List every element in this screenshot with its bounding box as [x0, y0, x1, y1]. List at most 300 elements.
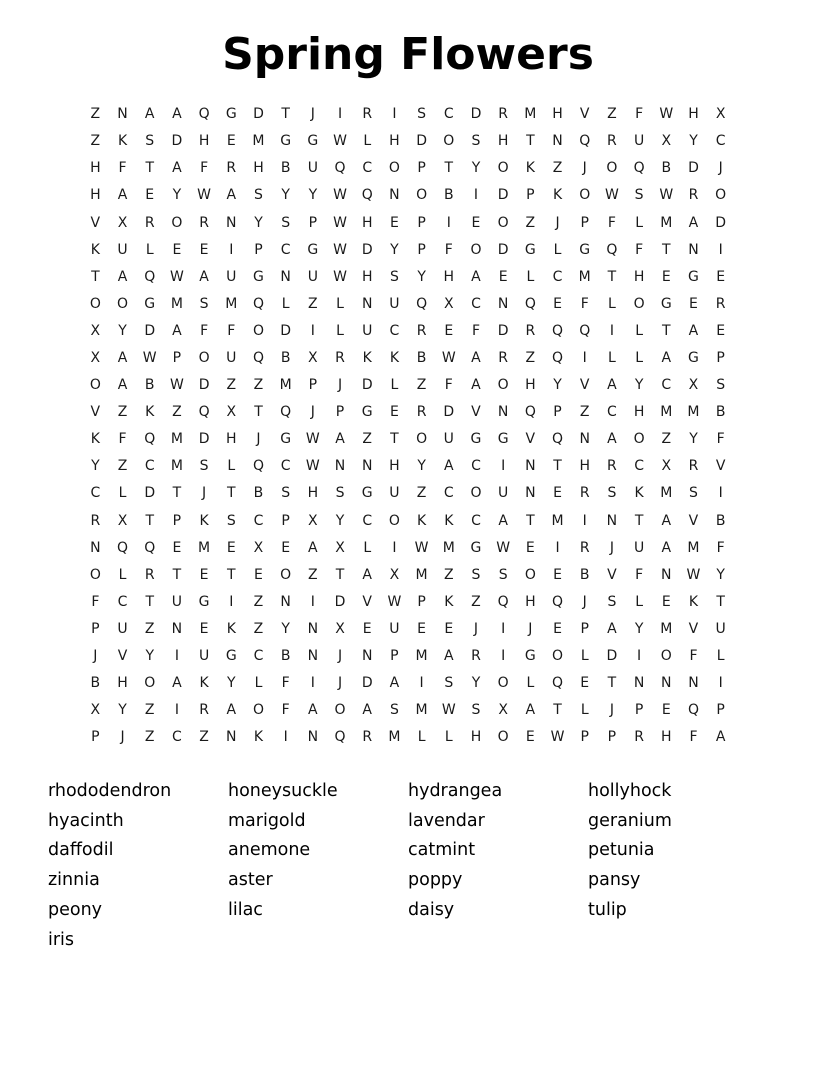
grid-letter: P: [417, 241, 426, 258]
grid-letter: E: [661, 268, 671, 285]
grid-letter: E: [580, 675, 590, 692]
grid-letter: M: [660, 404, 673, 421]
grid-letter: R: [498, 349, 509, 366]
grid-letter: A: [607, 620, 617, 637]
grid-letter: C: [253, 512, 264, 529]
grid-letter: K: [226, 620, 236, 637]
grid-letter: P: [308, 377, 318, 394]
grid-letter: R: [634, 729, 644, 746]
grid-letter: N: [497, 295, 509, 312]
grid-letter: L: [526, 268, 535, 285]
grid-letter: W: [659, 106, 674, 123]
grid-letter: O: [416, 187, 428, 204]
grid-letter: R: [416, 404, 427, 421]
grid-letter: X: [443, 295, 454, 312]
grid-letter: N: [226, 214, 237, 231]
grid-letter: I: [419, 675, 424, 692]
grid-letter: T: [145, 160, 154, 177]
grid-letter: M: [660, 214, 673, 231]
grid-letter: P: [417, 214, 426, 231]
grid-letter: F: [716, 539, 725, 556]
grid-letter: O: [497, 377, 509, 394]
grid-letter: A: [172, 106, 182, 123]
grid-letter: W: [305, 458, 320, 475]
grid-letter: R: [607, 458, 617, 475]
grid-letter: N: [226, 729, 237, 746]
grid-letter: L: [526, 675, 535, 692]
grid-letter: D: [144, 322, 156, 339]
grid-letter: R: [688, 458, 699, 475]
grid-letter: G: [470, 431, 482, 448]
grid-letter: K: [199, 675, 209, 692]
grid-letter: N: [579, 431, 590, 448]
grid-letter: Y: [689, 431, 698, 448]
grid-letter: D: [198, 431, 210, 448]
grid-letter: F: [227, 322, 236, 339]
grid-letter: O: [280, 566, 292, 583]
grid-letter: S: [607, 485, 617, 502]
grid-letter: Y: [118, 702, 127, 719]
grid-letter: O: [89, 377, 101, 394]
grid-letter: A: [117, 349, 128, 366]
grid-letter: D: [361, 241, 373, 258]
grid-letter: B: [579, 566, 590, 583]
grid-letter: X: [90, 702, 101, 719]
grid-letter: T: [145, 512, 154, 529]
grid-letter: N: [361, 295, 373, 312]
grid-letter: S: [444, 675, 454, 692]
grid-letter: O: [117, 295, 129, 312]
grid-letter: E: [145, 187, 155, 204]
grid-letter: B: [661, 160, 672, 177]
grid-letter: Q: [198, 106, 210, 123]
grid-letter: Z: [661, 431, 672, 448]
grid-letter: F: [716, 431, 725, 448]
grid-letter: A: [226, 187, 237, 204]
grid-letter: I: [582, 349, 587, 366]
grid-letter: K: [444, 593, 454, 610]
grid-letter: P: [634, 702, 644, 719]
grid-letter: U: [443, 431, 454, 448]
grid-letter: M: [170, 458, 183, 475]
grid-letter: G: [307, 133, 319, 150]
grid-letter: C: [280, 458, 291, 475]
grid-letter: B: [443, 187, 454, 204]
grid-letter: S: [281, 214, 291, 231]
grid-letter: C: [443, 485, 454, 502]
grid-letter: K: [688, 593, 699, 610]
grid-letter: P: [91, 729, 100, 746]
grid-letter: C: [471, 458, 481, 475]
grid-letter: H: [443, 268, 455, 285]
grid-letter: F: [607, 214, 616, 231]
grid-letter: W: [604, 187, 619, 204]
grid-letter: Z: [416, 377, 427, 394]
grid-letter: X: [661, 133, 672, 150]
grid-letter: O: [252, 702, 264, 719]
grid-letter: O: [497, 160, 509, 177]
grid-letter: U: [633, 539, 645, 556]
grid-letter: G: [688, 268, 699, 285]
grid-letter: M: [687, 404, 700, 421]
grid-letter: D: [198, 377, 210, 394]
grid-letter: W: [169, 268, 184, 285]
grid-letter: Q: [524, 295, 536, 312]
grid-letter: D: [497, 322, 509, 339]
grid-letter: H: [198, 133, 210, 150]
grid-letter: C: [552, 268, 563, 285]
grid-letter: M: [225, 295, 238, 312]
grid-letter: T: [662, 241, 671, 258]
grid-letter: N: [661, 566, 672, 583]
grid-letter: J: [528, 620, 533, 637]
grid-letter: E: [199, 241, 209, 258]
grid-letter: H: [470, 729, 482, 746]
grid-letter: A: [498, 512, 508, 529]
grid-letter: Q: [633, 160, 645, 177]
grid-letter: J: [337, 648, 343, 665]
grid-letter: G: [361, 404, 373, 421]
grid-letter: O: [198, 349, 210, 366]
grid-letter: H: [361, 268, 373, 285]
grid-letter: U: [226, 268, 237, 285]
grid-letter: O: [252, 322, 264, 339]
grid-letter: H: [633, 404, 645, 421]
grid-letter: E: [281, 539, 291, 556]
grid-letter: J: [473, 620, 479, 637]
grid-letter: W: [197, 187, 212, 204]
grid-letter: D: [497, 241, 509, 258]
grid-letter: M: [660, 620, 673, 637]
grid-letter: C: [90, 485, 101, 502]
grid-letter: F: [580, 295, 589, 312]
grid-letter: B: [280, 648, 291, 665]
grid-letter: H: [688, 106, 699, 123]
grid-letter: R: [335, 349, 345, 366]
grid-letter: S: [254, 187, 263, 204]
grid-letter: X: [335, 620, 345, 637]
grid-letter: J: [310, 106, 315, 123]
word-item: daisy: [408, 900, 455, 921]
grid-letter: N: [307, 729, 319, 746]
grid-letter: K: [525, 160, 535, 177]
grid-letter: A: [172, 322, 182, 339]
grid-letter: E: [716, 268, 726, 285]
grid-letter: W: [333, 133, 347, 150]
grid-letter: I: [310, 322, 315, 339]
grid-letter: A: [471, 349, 481, 366]
grid-letter: W: [550, 729, 565, 746]
grid-letter: X: [308, 349, 318, 366]
grid-letter: O: [633, 431, 645, 448]
grid-letter: S: [634, 187, 644, 204]
grid-letter: A: [172, 160, 182, 177]
grid-letter: F: [444, 377, 453, 394]
grid-letter: D: [416, 133, 427, 150]
grid-letter: L: [580, 648, 589, 665]
grid-letter: Q: [552, 675, 564, 692]
grid-letter: R: [525, 322, 536, 339]
grid-letter: S: [199, 458, 209, 475]
grid-letter: G: [524, 648, 536, 665]
puzzle-page: [0, 30, 816, 1086]
grid-letter: J: [582, 160, 587, 177]
grid-letter: T: [91, 268, 100, 285]
grid-letter: Z: [144, 702, 155, 719]
grid-letter: V: [579, 377, 590, 394]
grid-letter: Y: [227, 675, 236, 692]
grid-letter: Q: [497, 593, 509, 610]
grid-letter: X: [661, 458, 672, 475]
grid-letter: P: [417, 160, 426, 177]
word-item: iris: [48, 929, 75, 950]
grid-letter: C: [661, 377, 672, 394]
grid-letter: Y: [118, 322, 127, 339]
grid-letter: H: [552, 106, 563, 123]
word-item: anemone: [228, 840, 311, 861]
grid-letter: J: [93, 648, 98, 665]
grid-letter: V: [362, 593, 372, 610]
grid-letter: I: [718, 485, 723, 502]
grid-letter: K: [552, 187, 563, 204]
grid-letter: M: [170, 431, 183, 448]
grid-letter: S: [689, 485, 698, 502]
grid-letter: N: [361, 648, 373, 665]
grid-letter: O: [497, 729, 509, 746]
grid-letter: U: [389, 295, 400, 312]
word-list-column: [588, 777, 768, 956]
grid-letter: S: [471, 702, 481, 719]
word-item: hyacinth: [48, 810, 124, 831]
grid-letter: L: [363, 133, 372, 150]
word-list-column: [408, 777, 588, 956]
grid-letter: W: [333, 187, 347, 204]
word-item: catmint: [408, 840, 476, 861]
grid-letter: S: [471, 133, 481, 150]
grid-letter: C: [634, 458, 644, 475]
grid-letter: H: [117, 675, 128, 692]
grid-letter: T: [172, 485, 182, 502]
grid-letter: O: [633, 295, 645, 312]
grid-letter: H: [253, 160, 264, 177]
grid-letter: T: [172, 566, 182, 583]
grid-letter: S: [417, 106, 427, 123]
grid-letter: K: [417, 512, 427, 529]
grid-letter: T: [553, 702, 562, 719]
grid-letter: R: [199, 702, 209, 719]
grid-letter: M: [415, 648, 428, 665]
grid-letter: I: [582, 512, 587, 529]
grid-letter: D: [470, 106, 482, 123]
grid-letter: A: [688, 214, 699, 231]
grid-letter: Z: [308, 566, 318, 583]
grid-letter: X: [715, 106, 726, 123]
grid-letter: N: [307, 648, 319, 665]
grid-letter: W: [333, 268, 347, 285]
grid-letter: V: [688, 512, 699, 529]
grid-letter: Q: [606, 241, 618, 258]
grid-letter: J: [718, 160, 723, 177]
grid-letter: I: [718, 675, 723, 692]
grid-letter: H: [90, 187, 101, 204]
grid-letter: R: [498, 106, 509, 123]
grid-letter: A: [389, 675, 400, 692]
grid-letter: G: [361, 485, 373, 502]
grid-letter: L: [118, 566, 127, 583]
grid-letter: D: [253, 106, 264, 123]
grid-letter: Y: [281, 187, 290, 204]
word-item: aster: [228, 870, 273, 891]
grid-letter: Q: [552, 322, 564, 339]
grid-letter: R: [688, 187, 699, 204]
grid-letter: G: [579, 241, 591, 258]
grid-letter: G: [470, 539, 482, 556]
grid-letter: H: [633, 268, 645, 285]
grid-letter: C: [715, 133, 726, 150]
grid-letter: Z: [525, 349, 536, 366]
grid-letter: Q: [198, 404, 210, 421]
grid-letter: X: [253, 539, 264, 556]
grid-letter: S: [389, 702, 399, 719]
grid-letter: Y: [471, 675, 481, 692]
grid-letter: S: [498, 566, 508, 583]
grid-letter: M: [198, 539, 211, 556]
grid-letter: E: [417, 620, 427, 637]
grid-letter: Z: [308, 295, 318, 312]
grid-letter: Y: [471, 160, 481, 177]
grid-letter: Y: [281, 620, 290, 637]
grid-letter: Z: [117, 458, 128, 475]
grid-letter: A: [117, 377, 128, 394]
grid-letter: G: [688, 349, 699, 366]
grid-letter: W: [333, 214, 347, 231]
grid-letter: G: [198, 593, 210, 610]
grid-letter: Z: [144, 620, 155, 637]
grid-letter: V: [579, 106, 590, 123]
grid-letter: Q: [579, 133, 591, 150]
grid-letter: V: [90, 214, 101, 231]
grid-letter: Y: [254, 214, 263, 231]
grid-letter: J: [555, 214, 560, 231]
grid-letter: P: [172, 349, 182, 366]
word-search-grid: [82, 101, 735, 751]
grid-letter: Q: [579, 322, 591, 339]
grid-letter: Q: [552, 593, 564, 610]
grid-letter: Z: [226, 377, 237, 394]
grid-letter: Z: [172, 404, 182, 421]
grid-letter: N: [280, 268, 291, 285]
grid-letter: F: [471, 322, 480, 339]
grid-letter: A: [362, 566, 372, 583]
grid-letter: Q: [524, 404, 536, 421]
grid-letter: Q: [280, 404, 292, 421]
grid-letter: R: [715, 295, 726, 312]
grid-letter: M: [415, 702, 428, 719]
grid-letter: T: [390, 431, 399, 448]
grid-letter: U: [117, 620, 128, 637]
grid-letter: Z: [579, 404, 590, 421]
grid-letter: S: [281, 485, 291, 502]
grid-letter: G: [660, 295, 672, 312]
grid-letter: O: [715, 187, 727, 204]
grid-letter: H: [307, 485, 319, 502]
grid-letter: H: [389, 133, 400, 150]
grid-letter: F: [444, 241, 453, 258]
grid-letter: L: [417, 729, 426, 746]
grid-letter: K: [389, 349, 399, 366]
word-item: hydrangea: [408, 780, 503, 801]
grid-letter: A: [199, 268, 209, 285]
grid-letter: O: [579, 187, 591, 204]
grid-letter: H: [389, 458, 400, 475]
grid-letter: L: [363, 539, 372, 556]
grid-letter: N: [334, 458, 346, 475]
grid-letter: E: [471, 214, 481, 231]
grid-letter: L: [635, 593, 643, 610]
grid-letter: B: [280, 160, 291, 177]
grid-letter: N: [90, 539, 101, 556]
grid-letter: N: [688, 675, 699, 692]
grid-letter: T: [607, 268, 617, 285]
grid-letter: C: [389, 322, 400, 339]
grid-letter: O: [388, 160, 400, 177]
grid-letter: U: [362, 322, 373, 339]
grid-letter: E: [689, 295, 698, 312]
grid-letter: U: [198, 648, 210, 665]
grid-letter: M: [524, 106, 537, 123]
grid-letter: N: [606, 512, 618, 529]
grid-letter: H: [497, 133, 509, 150]
grid-letter: P: [172, 512, 182, 529]
grid-letter: X: [688, 377, 699, 394]
grid-letter: E: [525, 729, 535, 746]
grid-letter: N: [552, 133, 563, 150]
grid-letter: X: [226, 404, 237, 421]
grid-letter: K: [362, 349, 372, 366]
grid-letter: J: [609, 702, 614, 719]
grid-letter: E: [661, 593, 671, 610]
grid-letter: Q: [144, 539, 156, 556]
grid-letter: N: [361, 458, 373, 475]
grid-letter: Y: [417, 458, 426, 475]
grid-letter: R: [362, 106, 373, 123]
grid-letter: N: [633, 675, 645, 692]
grid-letter: D: [144, 485, 156, 502]
word-item: pansy: [588, 870, 641, 891]
grid-letter: U: [226, 349, 237, 366]
word-item: peony: [48, 900, 103, 921]
grid-letter: A: [661, 349, 672, 366]
word-item: honeysuckle: [228, 780, 338, 801]
grid-letter: K: [117, 133, 128, 150]
grid-letter: N: [171, 620, 183, 637]
grid-letter: J: [120, 729, 125, 746]
grid-letter: A: [117, 187, 128, 204]
grid-letter: I: [609, 322, 614, 339]
grid-letter: T: [227, 566, 236, 583]
grid-letter: P: [335, 404, 345, 421]
grid-letter: P: [580, 729, 589, 746]
grid-letter: N: [525, 458, 536, 475]
grid-letter: G: [280, 431, 292, 448]
grid-letter: A: [443, 648, 454, 665]
word-item: rhododendron: [48, 780, 172, 801]
grid-letter: X: [389, 566, 400, 583]
grid-letter: E: [389, 214, 399, 231]
grid-letter: E: [226, 133, 236, 150]
grid-letter: U: [307, 268, 318, 285]
grid-letter: K: [634, 485, 644, 502]
